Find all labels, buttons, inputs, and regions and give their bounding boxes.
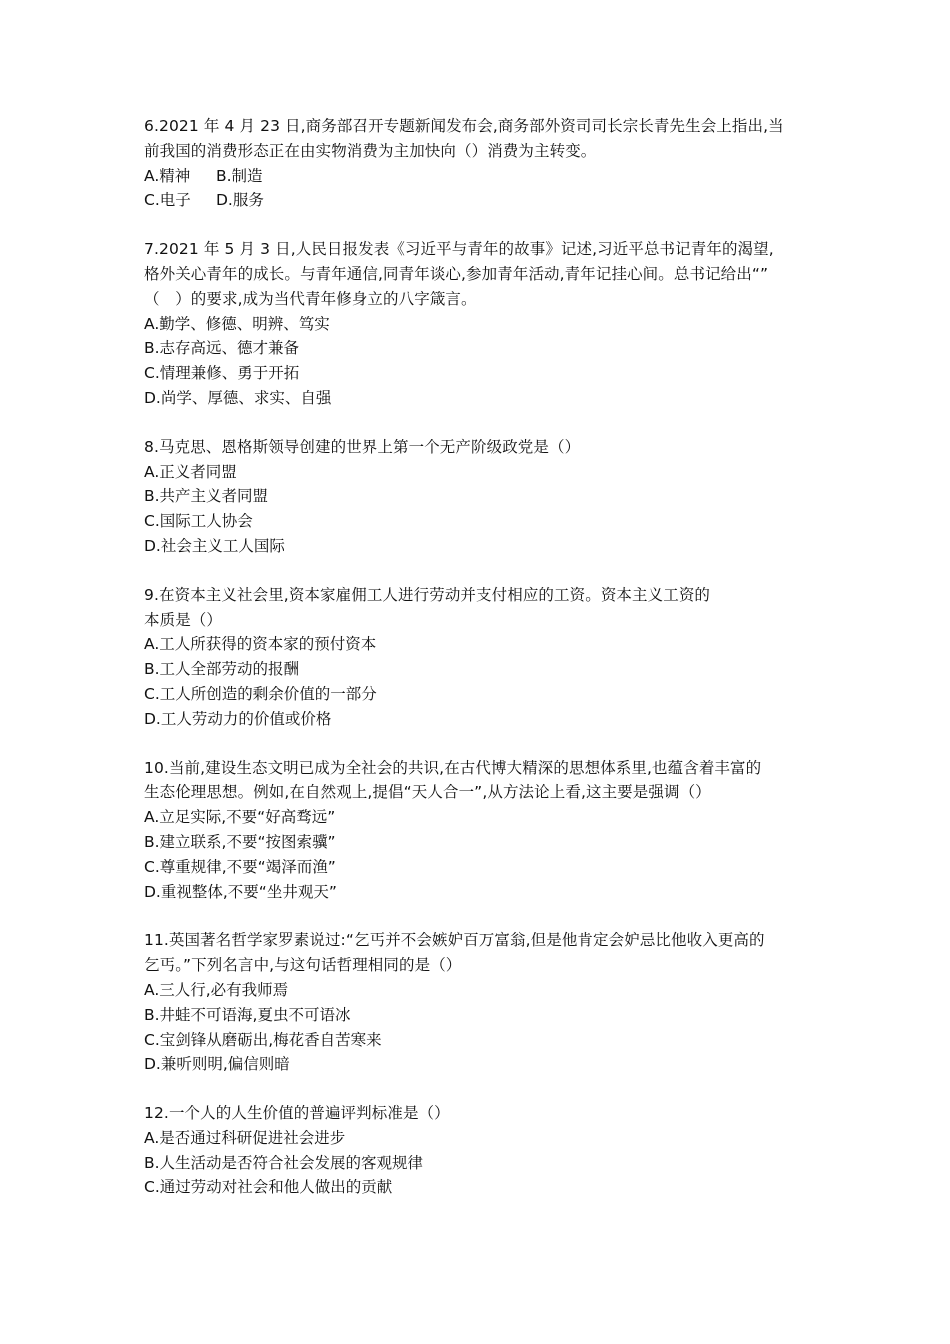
stem-line: 前我国的消费形态正在由实物消费为主加快向（）消费为主转变。 bbox=[144, 141, 597, 160]
option-b: B.志存高远、德才兼备 bbox=[144, 339, 300, 358]
option-a: A.正义者同盟 bbox=[144, 462, 237, 481]
stem-line: 格外关心青年的成长。与青年通信,同青年谈心,参加青年活动,青年记挂心间。总书记给出“” bbox=[144, 264, 769, 283]
option-c: C.工人所创造的剩余价值的一部分 bbox=[144, 684, 377, 703]
option-a: A.立足实际,不要“好高骛远” bbox=[144, 808, 336, 827]
option-b: B.工人全部劳动的报酬 bbox=[144, 660, 300, 679]
question-stem bbox=[144, 1101, 814, 1126]
option-d: D.服务 bbox=[216, 191, 264, 210]
stem-line: 8.马克思、恩格斯领导创建的世界上第一个无产阶级政党是（） bbox=[144, 437, 581, 456]
option-c: C.情理兼修、勇于开拓 bbox=[144, 364, 300, 383]
question-stem bbox=[144, 237, 814, 311]
option-d: D.重视整体,不要“坐井观天” bbox=[144, 882, 337, 901]
option-a: A.三人行,必有我师焉 bbox=[144, 980, 289, 999]
option-c: C.通过劳动对社会和他人做出的贡献 bbox=[144, 1178, 393, 1197]
question-stem bbox=[144, 435, 814, 460]
option-d: D.工人劳动力的价值或价格 bbox=[144, 709, 332, 728]
stem-line: 本质是（） bbox=[144, 610, 223, 629]
stem-line: 7.2021 年 5 月 3 日,人民日报发表《习近平与青年的故事》记述,习近平总书记青年的渴望, bbox=[144, 240, 774, 259]
question-11 bbox=[144, 928, 814, 1077]
option-c: C.尊重规律,不要“竭泽而渔” bbox=[144, 857, 336, 876]
option-c: C.电子 bbox=[144, 191, 191, 210]
option-a: A.是否通过科研促进社会进步 bbox=[144, 1128, 346, 1147]
stem-line: 生态伦理思想。例如,在自然观上,提倡“天人合一”,从方法论上看,这主要是强调（） bbox=[144, 783, 711, 802]
option-b: B.人生活动是否符合社会发展的客观规律 bbox=[144, 1153, 424, 1172]
question-7 bbox=[144, 237, 814, 411]
question-stem bbox=[144, 756, 814, 806]
option-c: C.国际工人协会 bbox=[144, 512, 253, 531]
question-6 bbox=[144, 114, 814, 213]
option-d: D.尚学、厚德、求实、自强 bbox=[144, 388, 332, 407]
stem-line: 12.一个人的人生价值的普遍评判标准是（） bbox=[144, 1104, 450, 1123]
option-b: B.建立联系,不要“按图索骥” bbox=[144, 832, 336, 851]
option-b: B.井蛙不可语海,夏虫不可语冰 bbox=[144, 1005, 351, 1024]
option-b: B.制造 bbox=[216, 166, 263, 185]
option-row bbox=[144, 188, 814, 213]
option-a: A.精神 bbox=[144, 166, 191, 185]
option-d: D.兼听则明,偏信则暗 bbox=[144, 1055, 290, 1074]
option-a: A.工人所获得的资本家的预付资本 bbox=[144, 635, 377, 654]
stem-line: 6.2021 年 4 月 23 日,商务部召开专题新闻发布会,商务部外资司司长宗长青先生会上指出,当 bbox=[144, 117, 784, 135]
stem-line: 9.在资本主义社会里,资本家雇佣工人进行劳动并支付相应的工资。资本主义工资的 bbox=[144, 585, 711, 604]
option-row bbox=[144, 164, 814, 189]
stem-line: （ ）的要求,成为当代青年修身立的八字箴言。 bbox=[144, 289, 477, 308]
stem-line: 11.英国著名哲学家罗素说过:“乞丐并不会嫉妒百万富翁,但是他肯定会妒忌比他收入更高的 bbox=[144, 931, 765, 950]
option-a: A.勤学、修德、明辨、笃实 bbox=[144, 314, 330, 333]
question-12 bbox=[144, 1101, 814, 1200]
stem-line: 乞丐。”下列名言中,与这句话哲理相同的是（） bbox=[144, 956, 462, 975]
document-page bbox=[144, 114, 814, 1224]
question-stem bbox=[144, 114, 814, 164]
question-10 bbox=[144, 756, 814, 905]
option-d: D.社会主义工人国际 bbox=[144, 536, 285, 555]
stem-line: 10.当前,建设生态文明已成为全社会的共识,在古代博大精深的思想体系里,也蕴含着丰富的 bbox=[144, 758, 762, 777]
question-8 bbox=[144, 435, 814, 559]
question-stem bbox=[144, 583, 814, 633]
option-b: B.共产主义者同盟 bbox=[144, 487, 269, 506]
question-stem bbox=[144, 928, 814, 978]
question-9 bbox=[144, 583, 814, 732]
option-c: C.宝剑锋从磨砺出,梅花香自苦寒来 bbox=[144, 1030, 382, 1049]
